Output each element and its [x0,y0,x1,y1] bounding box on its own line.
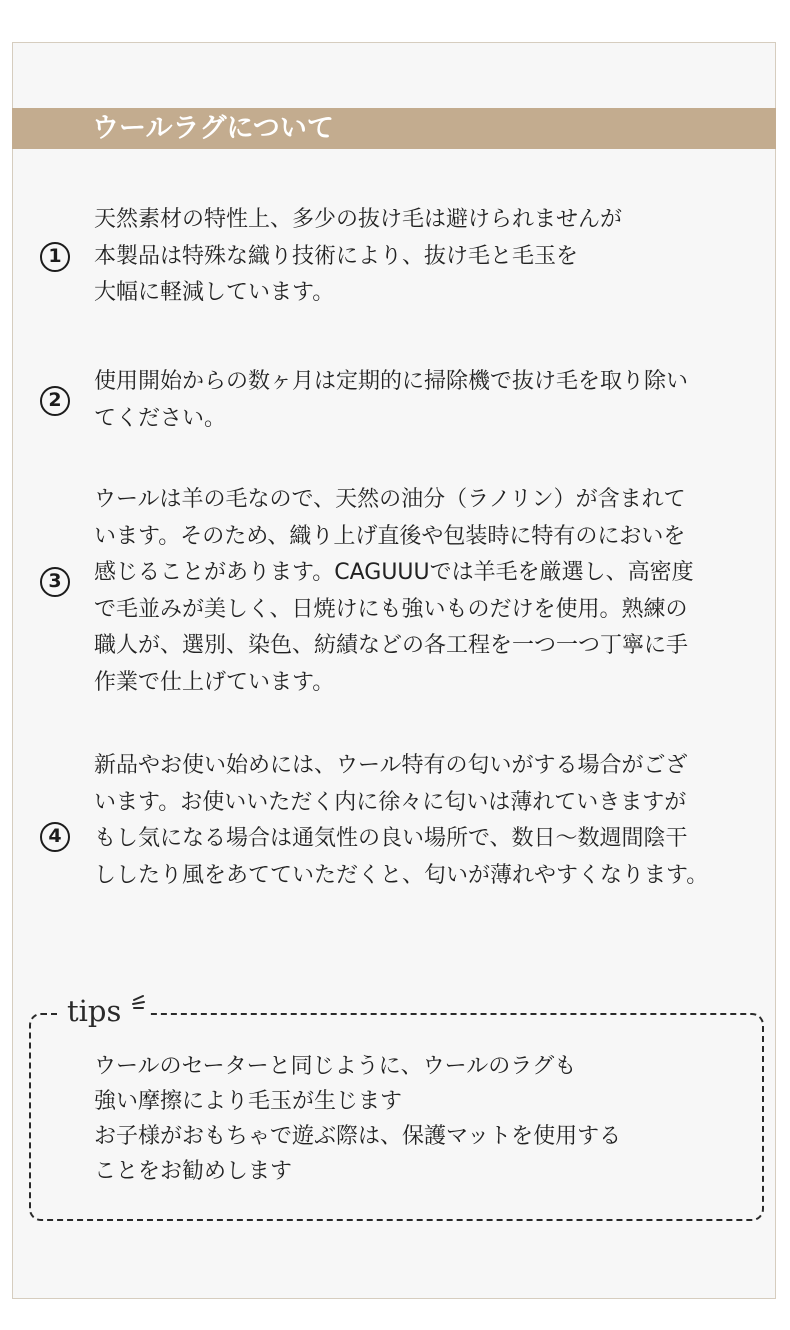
item-number-4: 4 [40,822,70,852]
tips-label: tips [67,994,122,1028]
item-number-3: 3 [40,567,70,597]
item-number-1: 1 [40,242,70,272]
item-text-1: 天然素材の特性上、多少の抜け毛は避けられませんが 本製品は特殊な織り技術により、抜け毛と毛玉を 大幅に軽減しています。 [94,207,623,305]
emphasis-marks-icon [128,992,150,1012]
tips-text: ウールのセーターと同じように、ウールのラグも 強い摩擦により毛玉が生じます お子様がおもちゃで遊ぶ際は、保護マットを使用する ことをお勧めします [94,1054,622,1184]
item-text-2: 使用開始からの数ヶ月は定期的に掃除機で抜け毛を取り除い てください。 [94,369,689,431]
item-number-2: 2 [40,386,70,416]
section-title: ウールラグについて [92,113,334,144]
item-text-3: ウールは羊の毛なので、天然の油分（ラノリン）が含まれて います。そのため、織り上げ直後や包装時に特有のにおいを 感じることがあります。CAGUUUでは羊毛を厳選し、高密度 で毛並みが美しく、日焼けにも強いものだけを使用。熟練の 職人が、選別、染色、紡績などの各工程を一つ一つ丁寧に手 作業で仕上げています。 [94,487,694,695]
item-text-4: 新品やお使い始めには、ウール特有の匂いがする場合がござ います。お使いいただく内に徐々に匂いは薄れていきますが もし気になる場合は通気性の良い場所で、数日～数週間陰干 ししたり風をあてていただくと、匂いが薄れやすくなります。 [94,753,709,888]
